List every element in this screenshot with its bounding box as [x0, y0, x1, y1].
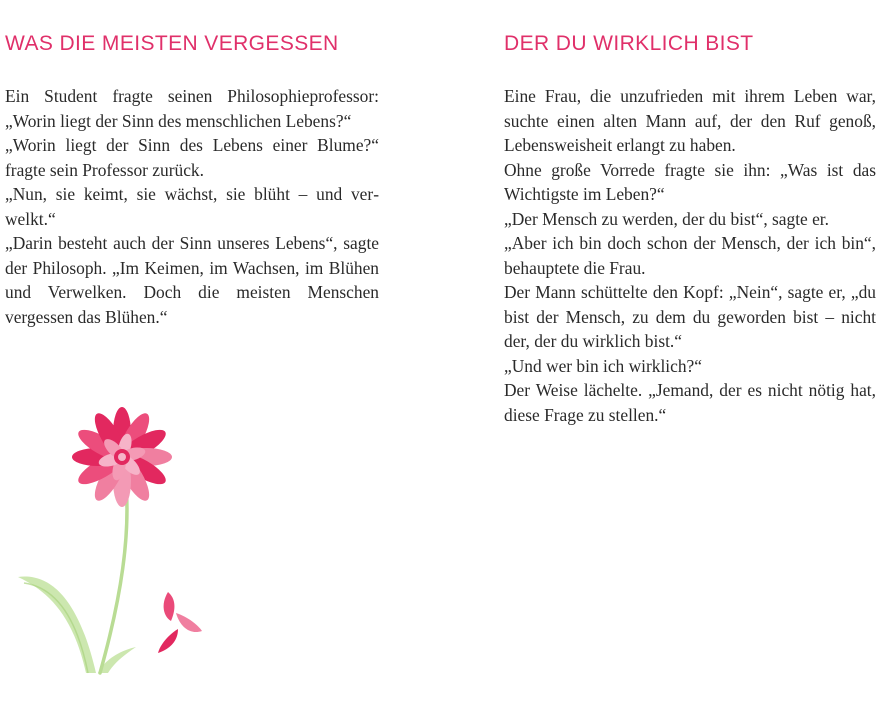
right-page-title: DER DU WIRKLICH BIST: [504, 32, 754, 55]
paragraph: Der Weise lächelte. „Jemand, der es nicht nötig hat, diese Frage zu stellen.“: [504, 380, 876, 425]
flower-head: [72, 407, 172, 507]
paragraph: „Nun, sie keimt, sie wächst, sie blüht – und verwelkt.“: [5, 184, 379, 229]
right-story-text: [504, 84, 876, 427]
stem: [100, 483, 127, 673]
paragraph: Der Mann schüttelte den Kopf: „Nein“, sagte er, „du bist der Mensch, zu dem du geworden bist – nicht der, der du wirklich bist.“: [504, 282, 876, 351]
left-story-text: [5, 84, 379, 329]
falling-petal: [164, 592, 175, 621]
paragraph: „Aber ich bin doch schon der Mensch, der ich bin“, behauptete die Frau.: [504, 233, 876, 278]
left-page-title: WAS DIE MEISTEN VERGESSEN: [5, 32, 339, 55]
paragraph: „Der Mensch zu werden, der du bist“, sagte er.: [504, 208, 829, 229]
paragraph: Ohne große Vorrede fragte sie ihn: „Was ist das Wichtigste im Leben?“: [504, 159, 876, 204]
paragraph: „Und wer bin ich wirklich?“: [504, 355, 702, 376]
falling-petal: [176, 613, 202, 632]
paragraph: Eine Frau, die unzufrieden mit ihrem Leben war, suchte einen alten Mann auf, der den Ruf genoß, Lebensweisheit erlangt zu haben.: [504, 86, 876, 155]
flower-icon: [18, 395, 218, 675]
paragraph: „Worin liegt der Sinn des Lebens einer Blume?“ fragte sein Professor zurück.: [5, 135, 379, 180]
paragraph: „Darin besteht auch der Sinn unseres Lebens“, sagte der Philosoph. „Im Keimen, im Wachsen, im Blühen und Verwelken. Doch die meisten Menschen vergessen das Blühen.“: [5, 233, 379, 327]
falling-petal: [158, 629, 178, 653]
paragraph: Ein Student fragte seinen Philosophieprofessor: „Worin liegt der Sinn des menschlichen Lebens?“: [5, 86, 379, 131]
